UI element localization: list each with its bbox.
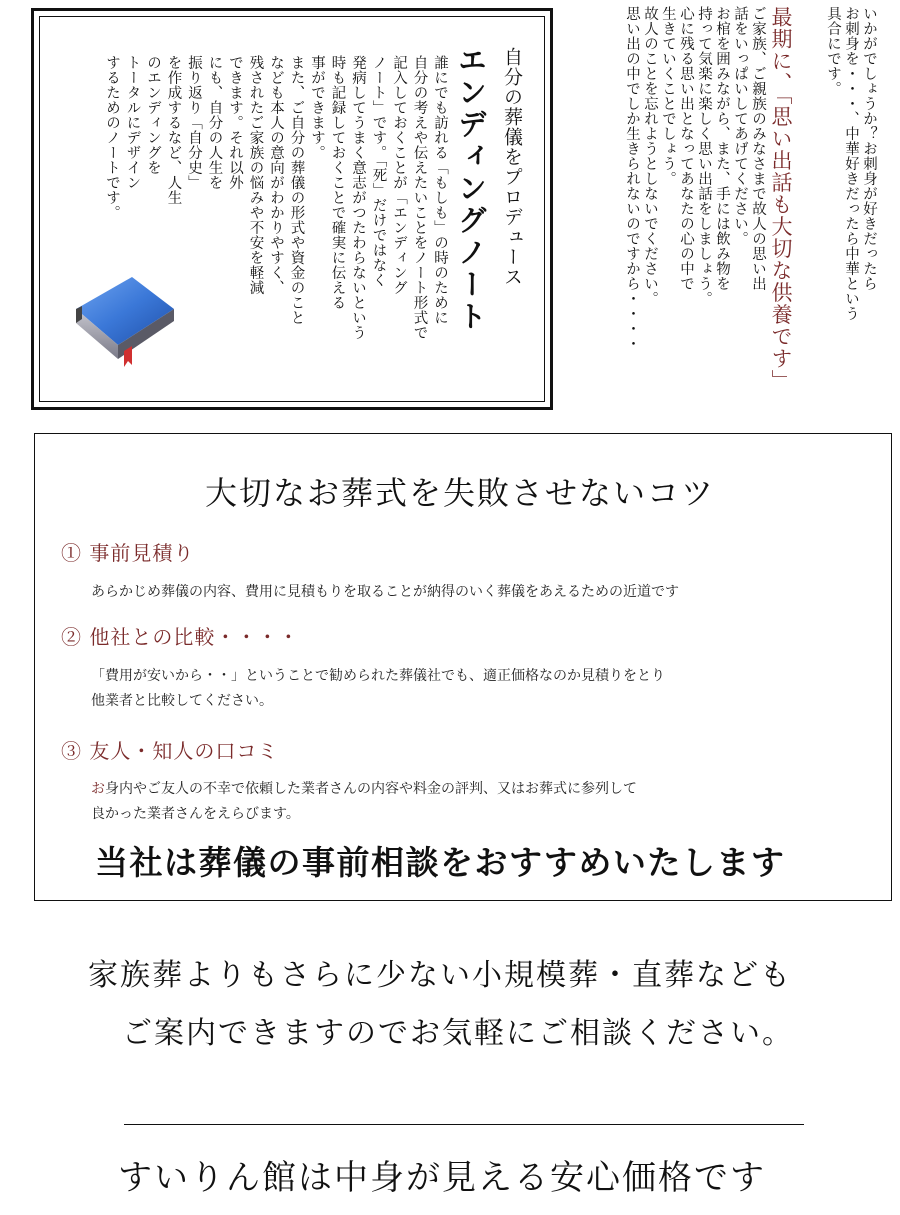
tips-title: 大切なお葬式を失敗させないコツ — [205, 474, 716, 512]
ending-note-body: 誰にでも訪れる「もしも」の時のために 自分の考えや伝えたいことをノート形式で 記入しておくことが「エンディング ノート」です。「死」だけではなく 発病してうまく意志がつたわらないという 時も記録しておくことで確実に伝える 事ができます。 また、ご自分の葬儀の形式や資金のこと なども本人の意向がわかりやすく、 残されたご家族の悩みや不安を軽減 できます。それ以外 にも、自分の人生を 振り返り「自分史」 を作成するなど、人生 のエンディングを トータルにデザイン するためのノートです。 — [104, 55, 448, 340]
divider-line — [124, 1124, 804, 1125]
ending-note-title: エンディングノート — [454, 45, 488, 333]
lastly-column — [623, 6, 795, 396]
tips-box — [34, 433, 892, 901]
lastly-title: 最期に、「思い出話も大切な供養です」 — [769, 6, 793, 392]
lastly-body: ご家族、ご親族のみなさまで故人の思い出 話をいっぱいしてあげてください。 お棺を囲みながら、また、手には飲み物を 持って気楽に楽しく思い出話をしましょう。 心に残る思い出となってあなたの心の中で 生きていくことでしょう。 故人のことを忘れようとしないでください。 思い出の中でしか生きられないのですから・・・・ — [624, 6, 766, 351]
tip-body-estimate: あらかじめ葬儀の内容、費用に見積もりを取ることが納得のいく葬儀をあえるための近道です — [91, 584, 679, 600]
small-funeral-notice: 家族葬よりもさらに少ない小規模葬・直葬なども — [88, 958, 792, 993]
tip-body-first-char: お — [91, 781, 105, 797]
book-icon — [62, 269, 182, 369]
intro-text: いかがでしょうか？お刺身が好きだったら お刺身を・・・、中華好きだったら中華という 具合にです。 — [825, 6, 877, 321]
ending-note-box — [31, 8, 553, 410]
consultation-notice: ご案内できますのでお気軽にご相談ください。 — [122, 1016, 794, 1051]
consultation-cta: 当社は葬儀の事前相談をおすすめいたします — [95, 843, 786, 882]
tip-body-word-of-mouth — [91, 777, 637, 827]
tip-heading-compare: ② 他社との比較・・・・ — [61, 625, 300, 649]
tip-heading-estimate: ① 事前見積り — [61, 541, 195, 565]
tip-body-compare: 「費用が安いから・・」ということで勧められた葬儀社でも、適正価格なのか見積りをとり 他業者と比較してください。 — [91, 668, 665, 709]
company-tagline: すいりん館は中身が見える安心価格です — [118, 1158, 766, 1198]
ending-note-subtitle: 自分の葬儀をプロデュース — [501, 47, 523, 287]
tip-body-rest: 身内やご友人の不幸で依頼した業者さんの内容や料金の評判、又はお葬式に参列して 良かった業者さんをえらびます。 — [91, 781, 637, 822]
tip-heading-word-of-mouth: ③ 友人・知人の口コミ — [61, 739, 279, 763]
intro-column — [824, 6, 878, 376]
